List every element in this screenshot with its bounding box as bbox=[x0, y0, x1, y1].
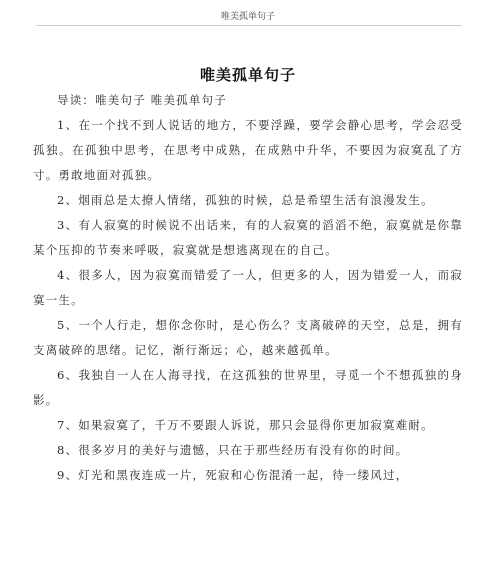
header-divider bbox=[36, 25, 462, 26]
body-paragraph: 3、有人寂寞的时候说不出话来，有的人寂寞的滔滔不绝，寂寞就是你靠某个压抑的节奏来呼吸，寂寞就是想逃离现在的自己。 bbox=[33, 218, 463, 257]
body-paragraph: 6、我独自一人在人海寻找，在这孤独的世界里，寻觅一个不想孤独的身影。 bbox=[33, 368, 463, 407]
body-paragraph: 2、烟雨总是太撩人情绪，孤独的时候，总是希望生活有浪漫发生。 bbox=[57, 193, 434, 207]
body-paragraph: 7、如果寂寞了，千万不要跟人诉说，那只会显得你更加寂寞难耐。 bbox=[57, 418, 434, 432]
body-paragraph: 8、很多岁月的美好与遗憾，只在于那些经历有没有你的时间。 bbox=[57, 443, 409, 457]
body-paragraph: 4、很多人，因为寂寞而错爱了一人，但更多的人，因为错爱一人，而寂寞一生。 bbox=[33, 268, 463, 307]
intro-paragraph: 导读：唯美句子 唯美孤单句子 bbox=[57, 93, 227, 107]
document-title: 唯美孤单句子 bbox=[199, 66, 296, 84]
running-header: 唯美孤单句子 bbox=[220, 12, 275, 22]
body-paragraph: 9、灯光和黑夜连成一片，死寂和心伤混淆一起，待一缕风过， bbox=[57, 468, 409, 482]
document-body bbox=[33, 88, 463, 488]
body-paragraph: 1、在一个找不到人说话的地方，不要浮躁，要学会静心思考，学会忍受孤独。在孤独中思考，在思考中成熟，在成熟中升华，不要因为寂寞乱了方寸。勇敢地面对孤独。 bbox=[33, 118, 463, 182]
body-paragraph: 5、一个人行走，想你念你时，是心伤么？支离破碎的天空，总是，拥有支离破碎的思绪。记忆，渐行渐远；心，越来越孤单。 bbox=[33, 318, 463, 357]
